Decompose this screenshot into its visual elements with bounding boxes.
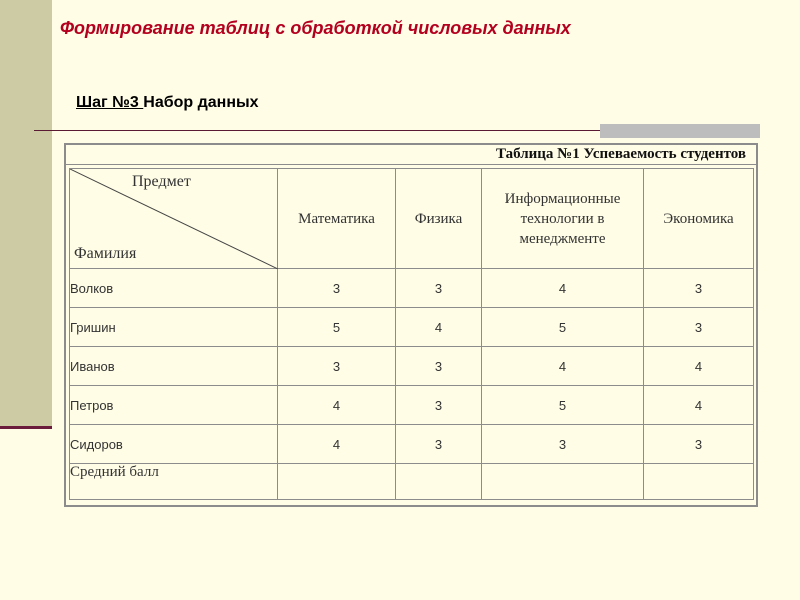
corner-surname-label: Фамилия bbox=[74, 245, 137, 262]
grade-cell: 5 bbox=[278, 308, 396, 347]
subject-header: Математика bbox=[278, 169, 396, 269]
grade-cell: 3 bbox=[278, 347, 396, 386]
table-frame bbox=[64, 165, 758, 507]
average-cell bbox=[482, 464, 644, 500]
left-decor-edge bbox=[0, 426, 52, 429]
student-name: Гришин bbox=[70, 308, 278, 347]
average-label: Средний балл bbox=[70, 464, 278, 500]
corner-subject-label: Предмет bbox=[132, 173, 191, 190]
corner-header-cell bbox=[70, 169, 278, 269]
subject-header: Физика bbox=[396, 169, 482, 269]
subject-header: Экономика bbox=[644, 169, 754, 269]
step-number: Шаг №3 bbox=[76, 94, 144, 111]
step-text: Набор данных bbox=[143, 94, 259, 111]
left-decor-band bbox=[0, 0, 52, 426]
grade-cell: 4 bbox=[482, 269, 644, 308]
student-name: Иванов bbox=[70, 347, 278, 386]
grade-cell: 3 bbox=[396, 347, 482, 386]
table-row bbox=[70, 386, 754, 425]
grade-cell: 3 bbox=[396, 425, 482, 464]
student-name: Волков bbox=[70, 269, 278, 308]
header-row bbox=[70, 169, 754, 269]
average-cell bbox=[278, 464, 396, 500]
table-caption-box bbox=[64, 143, 758, 165]
student-name: Сидоров bbox=[70, 425, 278, 464]
average-row bbox=[70, 464, 754, 500]
grade-cell: 3 bbox=[644, 308, 754, 347]
table-row bbox=[70, 269, 754, 308]
grade-cell: 3 bbox=[396, 386, 482, 425]
table-row bbox=[70, 425, 754, 464]
grade-cell: 4 bbox=[278, 425, 396, 464]
student-name: Петров bbox=[70, 386, 278, 425]
grade-cell: 3 bbox=[396, 269, 482, 308]
grades-table bbox=[69, 168, 754, 500]
average-cell bbox=[644, 464, 754, 500]
grade-cell: 4 bbox=[396, 308, 482, 347]
grade-cell: 3 bbox=[278, 269, 396, 308]
grade-cell: 5 bbox=[482, 308, 644, 347]
grade-cell: 4 bbox=[644, 347, 754, 386]
grade-cell: 4 bbox=[278, 386, 396, 425]
average-cell bbox=[396, 464, 482, 500]
grade-cell: 4 bbox=[644, 386, 754, 425]
divider-bar bbox=[600, 124, 760, 138]
grade-cell: 3 bbox=[644, 269, 754, 308]
divider-line bbox=[34, 130, 600, 131]
subject-header: Информационные технологии в менеджменте bbox=[482, 169, 644, 269]
table-row bbox=[70, 308, 754, 347]
grade-cell: 5 bbox=[482, 386, 644, 425]
slide-title: Формирование таблиц с обработкой числовых данных bbox=[60, 18, 571, 38]
step-heading bbox=[76, 94, 259, 112]
table-caption: Таблица №1 Успеваемость студентов bbox=[495, 146, 746, 162]
grade-cell: 3 bbox=[482, 425, 644, 464]
grade-cell: 4 bbox=[482, 347, 644, 386]
table-row bbox=[70, 347, 754, 386]
grade-cell: 3 bbox=[644, 425, 754, 464]
